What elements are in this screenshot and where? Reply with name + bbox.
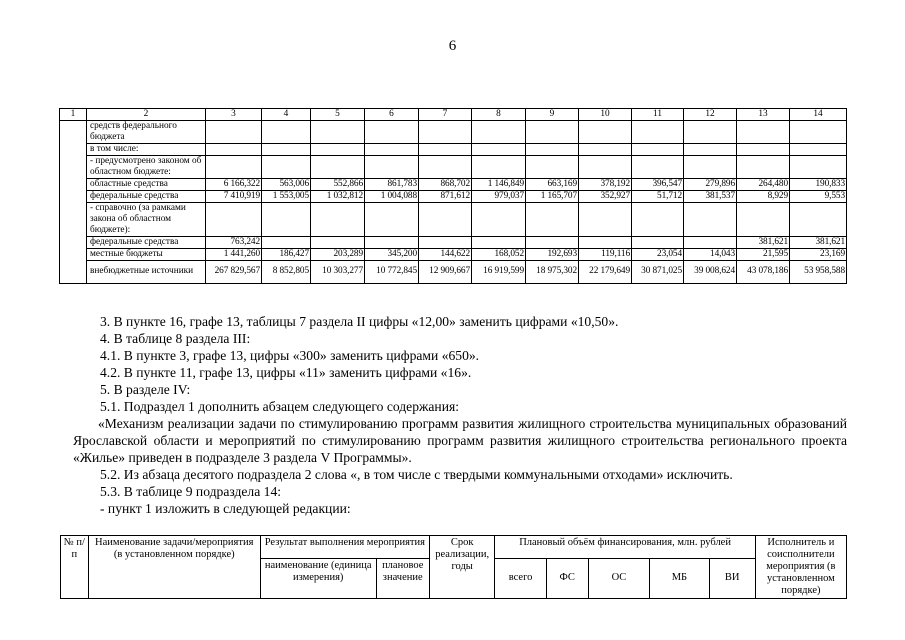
value-cell: [632, 143, 684, 155]
value-cell: 381,621: [737, 236, 790, 248]
value-cell: 186,427: [262, 248, 311, 260]
value-cell: [262, 202, 311, 236]
value-cell: [419, 155, 472, 178]
value-cell: [262, 143, 311, 155]
col-finance-header: Плановый объём финансирования, млн. рублей: [495, 536, 755, 559]
value-cell: 378,192: [579, 178, 632, 190]
value-cell: 23,169: [790, 248, 847, 260]
value-cell: [262, 120, 311, 143]
row-label-cell: - справочно (за рамками закона об областном бюджете):: [87, 202, 206, 236]
col-executor-header: Исполнитель и соисполнители мероприятия (в установленном порядке): [755, 536, 846, 599]
value-cell: [206, 202, 262, 236]
value-cell: [579, 143, 632, 155]
value-cell: 861,783: [365, 178, 419, 190]
value-cell: [311, 236, 365, 248]
value-cell: 22 179,649: [579, 260, 632, 283]
value-cell: [579, 202, 632, 236]
value-cell: 10 303,277: [311, 260, 365, 283]
value-cell: [262, 236, 311, 248]
value-cell: 30 871,025: [632, 260, 684, 283]
value-cell: [632, 120, 684, 143]
paragraph: 4.1. В пункте 3, графе 13, цифры «300» заменить цифрами «650».: [100, 348, 480, 363]
col-number-header: № п/п: [61, 536, 89, 599]
col-term-header: Срок реализации, годы: [429, 536, 495, 599]
value-cell: 563,006: [262, 178, 311, 190]
value-cell: 18 975,302: [526, 260, 579, 283]
value-cell: 14,043: [684, 248, 737, 260]
table-row: [60, 248, 847, 260]
row-label-cell: областные средства: [87, 178, 206, 190]
plan-table-header: [60, 535, 847, 599]
value-cell: [790, 120, 847, 143]
empty-cell: [60, 120, 87, 143]
column-number-cell: 9: [526, 109, 579, 121]
column-number-cell: 5: [311, 109, 365, 121]
value-cell: [262, 155, 311, 178]
value-cell: [737, 143, 790, 155]
value-cell: [206, 143, 262, 155]
value-cell: [790, 143, 847, 155]
value-cell: [311, 202, 365, 236]
value-cell: 264,480: [737, 178, 790, 190]
table-header-row: [60, 109, 847, 121]
table-row: [60, 143, 847, 155]
value-cell: 190,833: [790, 178, 847, 190]
paragraph: 4. В таблице 8 раздела III:: [100, 331, 251, 346]
column-number-cell: 2: [87, 109, 206, 121]
value-cell: 192,693: [526, 248, 579, 260]
value-cell: 21,595: [737, 248, 790, 260]
empty-cell: [60, 202, 87, 236]
value-cell: [419, 202, 472, 236]
value-cell: [737, 202, 790, 236]
paragraph: 5.1. Подраздел 1 дополнить абзацем следующего содержания:: [100, 399, 460, 414]
col-result-header: Результат выполнения мероприятия: [260, 536, 429, 559]
column-number-cell: 12: [684, 109, 737, 121]
value-cell: 868,702: [419, 178, 472, 190]
empty-cell: [60, 236, 87, 248]
value-cell: 1 441,260: [206, 248, 262, 260]
value-cell: 8 852,805: [262, 260, 311, 283]
empty-cell: [60, 260, 87, 283]
value-cell: [365, 202, 419, 236]
value-cell: 352,927: [579, 190, 632, 202]
paragraph: 5. В разделе IV:: [100, 382, 191, 397]
value-cell: 663,169: [526, 178, 579, 190]
paragraph: «Механизм реализации задачи по стимулированию программ развития жилищного строительства муниципальных образований Ярославской области и мероприятий по стимулированию программ развития жилищного строительства регионального проекта «Жилье» приведен в подразделе 3 раздела V Программы».: [73, 416, 847, 465]
value-cell: [526, 155, 579, 178]
value-cell: 396,547: [632, 178, 684, 190]
value-cell: 10 772,845: [365, 260, 419, 283]
value-cell: [472, 236, 526, 248]
value-cell: 16 919,599: [472, 260, 526, 283]
value-cell: 1 032,812: [311, 190, 365, 202]
value-cell: [579, 236, 632, 248]
value-cell: 23,054: [632, 248, 684, 260]
value-cell: [632, 202, 684, 236]
value-cell: [472, 143, 526, 155]
row-label-cell: - предусмотрено законом об областном бюджете:: [87, 155, 206, 178]
col-mb-header: МБ: [650, 558, 709, 599]
value-cell: 168,052: [472, 248, 526, 260]
value-cell: 119,116: [579, 248, 632, 260]
value-cell: [790, 202, 847, 236]
value-cell: [419, 236, 472, 248]
value-cell: [684, 202, 737, 236]
paragraph: 4.2. В пункте 11, графе 13, цифры «11» заменить цифрами «16».: [100, 365, 472, 380]
row-label-cell: федеральные средства: [87, 190, 206, 202]
column-number-cell: 6: [365, 109, 419, 121]
value-cell: [737, 120, 790, 143]
value-cell: 1 553,005: [262, 190, 311, 202]
value-cell: [579, 155, 632, 178]
value-cell: 9,553: [790, 190, 847, 202]
value-cell: 7 410,919: [206, 190, 262, 202]
column-number-cell: 13: [737, 109, 790, 121]
empty-cell: [60, 178, 87, 190]
value-cell: [526, 202, 579, 236]
value-cell: 267 829,567: [206, 260, 262, 283]
amendment-text: [75, 313, 847, 517]
value-cell: [419, 143, 472, 155]
value-cell: [206, 120, 262, 143]
row-label-cell: средств федерального бюджета: [87, 120, 206, 143]
empty-cell: [60, 143, 87, 155]
table-row: [60, 120, 847, 143]
financing-data-table: [59, 108, 847, 284]
value-cell: [684, 155, 737, 178]
value-cell: 203,289: [311, 248, 365, 260]
row-label-cell: внебюджетные источники: [87, 260, 206, 283]
value-cell: [365, 155, 419, 178]
value-cell: 1 165,707: [526, 190, 579, 202]
value-cell: [579, 120, 632, 143]
table-row: [60, 202, 847, 236]
paragraph: 3. В пункте 16, графе 13, таблицы 7 раздела II цифры «12,00» заменить цифрами «10,50».: [100, 314, 619, 329]
value-cell: 1 004,088: [365, 190, 419, 202]
col-total-header: всего: [495, 558, 546, 599]
column-number-cell: 8: [472, 109, 526, 121]
column-number-cell: 1: [60, 109, 87, 121]
column-number-cell: 4: [262, 109, 311, 121]
paragraph: 5.2. Из абзаца десятого подраздела 2 слова «, в том числе с твердыми коммунальными отходами» исключить.: [100, 467, 733, 482]
value-cell: 871,612: [419, 190, 472, 202]
value-cell: [684, 120, 737, 143]
value-cell: 6 166,322: [206, 178, 262, 190]
value-cell: [472, 202, 526, 236]
col-result-value-header: плановое значение: [376, 558, 429, 599]
column-number-cell: 14: [790, 109, 847, 121]
value-cell: 381,621: [790, 236, 847, 248]
value-cell: [472, 155, 526, 178]
table-row: [60, 190, 847, 202]
value-cell: 39 008,624: [684, 260, 737, 283]
value-cell: [526, 143, 579, 155]
table-row: [60, 178, 847, 190]
value-cell: [311, 120, 365, 143]
value-cell: [684, 143, 737, 155]
value-cell: [206, 155, 262, 178]
column-number-cell: 10: [579, 109, 632, 121]
table-row: [60, 260, 847, 283]
column-number-cell: 7: [419, 109, 472, 121]
value-cell: 345,200: [365, 248, 419, 260]
value-cell: 1 146,849: [472, 178, 526, 190]
value-cell: [311, 155, 365, 178]
value-cell: [526, 120, 579, 143]
value-cell: 279,896: [684, 178, 737, 190]
value-cell: 144,622: [419, 248, 472, 260]
col-fs-header: ФС: [546, 558, 588, 599]
empty-cell: [60, 155, 87, 178]
row-label-cell: федеральные средства: [87, 236, 206, 248]
col-result-name-header: наименование (единица измерения): [260, 558, 376, 599]
column-number-cell: 11: [632, 109, 684, 121]
value-cell: [472, 120, 526, 143]
value-cell: 12 909,667: [419, 260, 472, 283]
value-cell: [737, 155, 790, 178]
value-cell: [419, 120, 472, 143]
value-cell: [632, 236, 684, 248]
page-number: 6: [448, 38, 457, 54]
value-cell: [365, 236, 419, 248]
value-cell: 51,712: [632, 190, 684, 202]
value-cell: [311, 143, 365, 155]
column-number-cell: 3: [206, 109, 262, 121]
row-label-cell: местные бюджеты: [87, 248, 206, 260]
col-task-name-header: Наименование задачи/мероприятия (в установленном порядке): [88, 536, 260, 599]
value-cell: [790, 155, 847, 178]
value-cell: 979,037: [472, 190, 526, 202]
value-cell: 763,242: [206, 236, 262, 248]
empty-cell: [60, 190, 87, 202]
value-cell: [365, 120, 419, 143]
value-cell: [684, 236, 737, 248]
value-cell: 53 958,588: [790, 260, 847, 283]
paragraph: - пункт 1 изложить в следующей редакции:: [100, 501, 351, 516]
value-cell: 381,537: [684, 190, 737, 202]
table-row: [60, 236, 847, 248]
value-cell: [632, 155, 684, 178]
row-label-cell: в том числе:: [87, 143, 206, 155]
value-cell: [365, 143, 419, 155]
table-row: [60, 155, 847, 178]
empty-cell: [60, 248, 87, 260]
value-cell: 43 078,186: [737, 260, 790, 283]
paragraph: 5.3. В таблице 9 подраздела 14:: [100, 484, 282, 499]
col-vi-header: ВИ: [709, 558, 755, 599]
value-cell: 552,866: [311, 178, 365, 190]
col-os-header: ОС: [588, 558, 649, 599]
value-cell: 8,929: [737, 190, 790, 202]
value-cell: [526, 236, 579, 248]
